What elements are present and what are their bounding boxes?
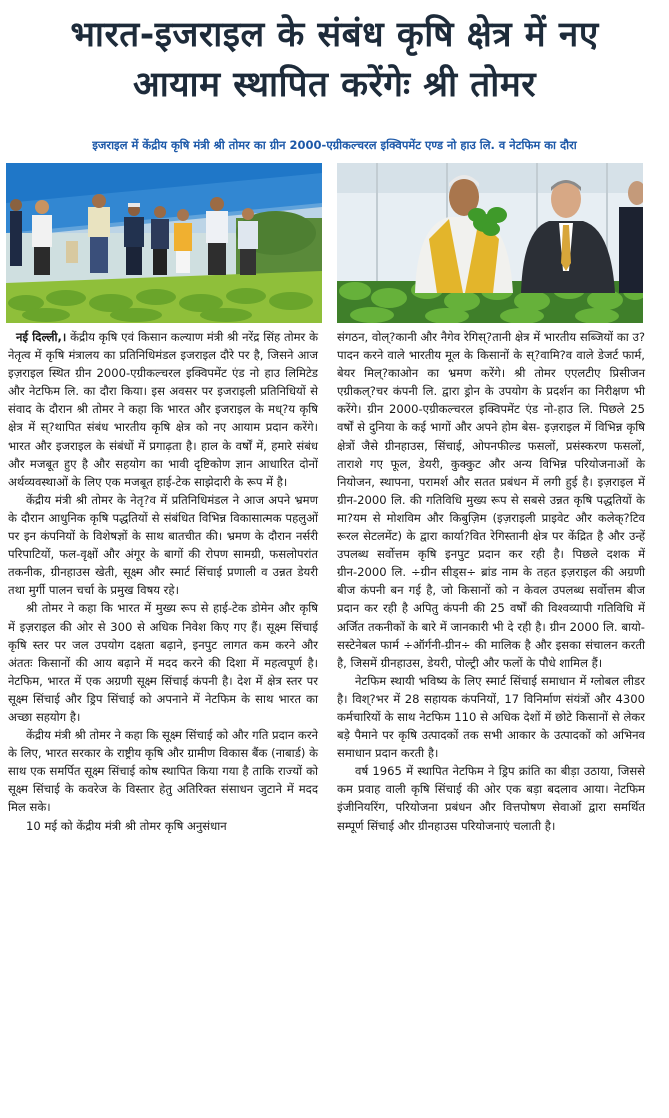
subheadline: इजराइल में केंद्रीय कृषि मंत्री श्री तोमर का ग्रीन 2000-एग्रीकल्चरल इक्विपमेंट एण्ड नो हाउ लि. व नेटफिम का दौरा (92, 138, 577, 152)
article-paragraph: केंद्रीय मंत्री श्री तोमर के नेतृ?व में प्रतिनिधिमंडल ने आज अपने भ्रमण के दौरान आधुनिक कृषि पद्धतियों से संबंधित विभिन्न विकासात्मक पहलुओं पर इन कंपनियों के विशेषज्ञों के साथ बातचीत की। भ्रमण के दौरान नर्सरी परिपाटियों, फल-वृक्षों और अंगूर के बागों की रोपण सामग्री, फसलोपरांत तकनीक, ग्रीनहाउस खेती, सूक्ष्म और स्मार्ट सिंचाई प्रणाली व उन्नत डेयरी तथा मुर्गी पालन चर्चा के प्रमुख विषय रहे। (8, 492, 318, 598)
paragraph-text: केंद्रीय कृषि एवं किसान कल्याण मंत्री श्री नरेंद्र सिंह तोमर के नेतृत्व में कृषि मंत्रालय का प्रतिनिधिमंडल इजराइल दौरे पर है, जिसने आज इज़राइल स्थित ग्रीन 2000-एग्रीकल्चरल इक्विपमेंट एंड नो हाउ लिमिटेड और नेटफिम लि. का दौरा किया। इस अवसर पर इजराइली प्रतिनिधियों से संवाद के दौरान श्री तोमर ने कहा कि भारत और इजराइल के मध्?य कृषि क्षेत्र में स्?थापित संबंध भारतीय कृषि क्षेत्र को नए आयाम प्रदान करेंगे। भारत और इजराइल के संबंधों में प्रगाढ़ता है। हाल के वर्षों में, हमारे संबंध और मजबूत हुए है और सहयोग का भावी दृष्टिकोण ज्ञान आधारित दोनों अर्थव्यवस्थाओं के लिए एक मजबूत हाई-टेक साझेदारी के रूप में है। (8, 330, 319, 489)
headline-line-2: आयाम स्थापित करेंगेः श्री तोमर (132, 65, 537, 105)
headline (0, 10, 669, 110)
article-paragraph: श्री तोमर ने कहा कि भारत में मुख्य रूप से हाई-टेक डोमेन और कृषि में इज़राइल की ओर से 300 से अधिक निवेश किए गए हैं। सूक्ष्म सिंचाई कृषि स्तर पर जल उपयोग दक्षता बढ़ाने, इनपुट लागत कम करने और अंततः किसानों की आय बढ़ाने में मदद करने की दिशा में महत्वपूर्ण है। नेटफिम, भारत में एक अग्रणी सूक्ष्म सिंचाई कंपनी है। देश में क्षेत्र स्तर पर सूक्ष्म सिंचाई और ड्रिप सिंचाई को अपनाने में नेटफिम के साथ भारत का अच्छा सहयोग है। (8, 601, 318, 724)
article-paragraph: केंद्रीय मंत्री श्री तोमर ने कहा कि सूक्ष्म सिंचाई को और गति प्रदान करने के लिए, भारत सरकार के राष्ट्रीय कृषि और ग्रामीण विकास बैंक (नाबार्ड) के साथ एक समर्पित सूक्ष्म सिंचाई कोष स्थापित किया गया है ताकि राज्यों को सूक्ष्म सिंचाई के कवरेज के विस्तार हेतु अतिरिक्त संसाधन जुटाने में मदद मिल सके। (8, 728, 318, 815)
dateline: नई दिल्ली,। (16, 330, 67, 344)
photo-minister-with-greens (337, 163, 643, 323)
article-paragraph: संगठन, वोल्?कानी और नैगेव रेगिस्?तानी क्षेत्र में भारतीय सब्जियों का उ?पादन करने वाले भारतीय मूल के किसानों के स्?वामि?व वाले डेजर्ट फार्म, बेयर मिल्?काओन का भ्रमण करेंगे। श्री तोमर एएलटीए प्रिसीजन एग्रीकल्?चर कंपनी लि. द्वारा ड्रोन के उपयोग के प्रदर्शन का निरीक्षण भी करेंगे। ग्रीन 2000-एग्रीकल्चरल इक्विपमेंट एंड नो-हाउ लि. पिछले 25 वर्षों से दुनिया के कई भागों और अपने होम बेस- इज़राइल में विभिन्न कृषि क्षेत्रों जैसे ग्रीनहाउस, सिंचाई, ओपनफील्ड फसलों, प्रसंस्करण फसलों, ताराशे गए फूल, डेयरी, कुक्कुट और अन्य विभिन्न परियोजनाओं के नियोजन, स्थापना, परामर्श और सतत प्रबंधन में लगी हुई है। इज़राइल में ग्रीन-2000 लि. की गतिविधि मुख्य रूप से सबसे उन्नत कृषि पद्धतियों के मा?यम से मोशविम और किबुज़िम (इज़राइली प्राइवेट और कलेक्?टिव रूरल सेटलमेंट) के द्वारा कार्या?वित रेगिस्तानी क्षेत्र पर केंद्रित है और उन्हें उपलब्ध सर्वोत्तम कृषि इनपुट प्रदान कर रही है। पिछले दशक में ग्रीन-2000 लि. ÷ग्रीन सीड्स÷ ब्रांड नाम के तहत इज़राइल की अग्रणी बीज कंपनी बन गई है, जो किसानों को न केवल उपलब्ध सर्वोत्तम बीज प्रदान कर रही है अपितु कंपनी की 25 वर्षों की विश्वव्यापी गतिविधि में अर्जित तकनीकों के बारे में जानकारी भी दे रही है। ग्रीन 2000 लि. बायो-सस्टेनेबल फार्म ÷ऑर्गनी-ग्रीन÷ की मालिक है और इसका संचालन करती है, जिसमें ग्रीनहाउस, डेयरी, पोल्ट्री और फलों के पौधे शामिल हैं। (337, 330, 645, 670)
article-paragraph: नेटफिम स्थायी भविष्य के लिए स्मार्ट सिंचाई समाधान में ग्लोबल लीडर है। विश्?भर में 28 सहायक कंपनियों, 17 विनिर्माण संयंत्रों और 4300 कर्मचारियों के साथ नेटफिम 110 से अधिक देशों में छोटे किसानों से लेकर बड़े पैमाने पर कृषि उत्पादकों तक सभी आकार के उत्पादकों को अभिनव समाधान प्रदान करती है। (337, 673, 645, 761)
article-left-column (8, 328, 318, 835)
article-paragraph: वर्ष 1965 में स्थापित नेटफिम ने ड्रिप क्रांति का बीड़ा उठाया, जिससे कम प्रवाह वाली कृषि सिंचाई की ओर एक बड़ा बदलाव आया। नेटफिम इंजीनियरिंग, परियोजना प्रबंधन और वित्तपोषण सेवाओं द्वारा समर्थित सम्पूर्ण सिंचाई और ग्रीनहाउस परियोजनाएं चलाती है। (337, 764, 645, 833)
article-right-column (337, 328, 645, 835)
headline-line-1: भारत-इजराइल के संबंध कृषि क्षेत्र में नए (70, 15, 599, 55)
article-paragraph: 10 मई को केंद्रीय मंत्री श्री तोमर कृषि अनुसंधान (26, 818, 227, 833)
article-paragraph (8, 328, 318, 491)
photo-greenhouse-delegation (6, 163, 322, 323)
